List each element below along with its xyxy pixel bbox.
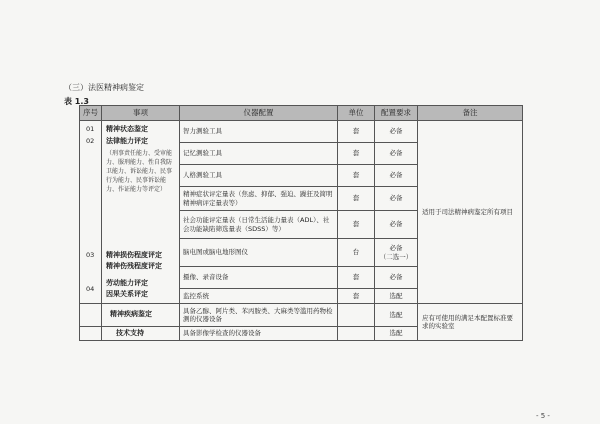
table-row	[80, 121, 523, 143]
item-cell	[102, 121, 180, 304]
requirement-cell: 必备	[375, 165, 418, 187]
table-row	[80, 304, 523, 327]
item-technical-support: 技术支持	[102, 327, 180, 341]
item-mental-state: 精神状态鉴定	[106, 125, 148, 133]
seq-02: 02	[86, 137, 95, 145]
header-notes: 备注	[418, 106, 523, 121]
requirement-cell: 选配	[375, 289, 418, 304]
seq-cell-empty	[80, 304, 102, 327]
seq-cell-empty	[80, 327, 102, 341]
instrument-cell: 具备影像学检查的仪器设备	[180, 327, 338, 341]
instrument-cell: 人格测验工具	[180, 165, 338, 187]
requirement-cell: 必备	[375, 143, 418, 165]
requirement-cell: 必备	[375, 187, 418, 211]
unit-cell	[338, 327, 375, 341]
item-mental-injury: 精神损伤程度评定	[106, 251, 162, 259]
header-requirement: 配置要求	[375, 106, 418, 121]
header-seq: 序号	[80, 106, 102, 121]
seq-01: 01	[86, 125, 95, 133]
item-mental-illness: 精神疾病鉴定	[102, 304, 180, 327]
instrument-cell: 监控系统	[180, 289, 338, 304]
note-cell: 适用于司法精神病鉴定所有项目	[418, 121, 523, 304]
unit-cell: 套	[338, 211, 375, 239]
requirement-cell: 必备	[375, 211, 418, 239]
requirement-cell: 必备	[375, 267, 418, 289]
seq-cell	[80, 121, 102, 304]
item-labor-capacity: 劳动能力评定	[106, 279, 148, 287]
instrument-cell: 记忆测验工具	[180, 143, 338, 165]
instrument-cell: 精神症状评定量表（焦虑、抑郁、强迫、躁狂及简明精神病评定量表等）	[180, 187, 338, 211]
requirement-cell	[375, 239, 418, 267]
item-mental-disability: 精神伤残程度评定	[106, 262, 162, 270]
requirement-choice-note: （二选一）	[379, 252, 413, 261]
unit-cell: 套	[338, 289, 375, 304]
header-item: 事项	[102, 106, 180, 121]
requirement-value: 必备	[389, 244, 403, 253]
instrument-cell: 智力测验工具	[180, 121, 338, 143]
requirement-cell: 选配	[375, 327, 418, 341]
item-legal-capacity-detail: （刑事责任能力、受审能力、服刑能力、性自我防卫能力、诉讼能力、民事行为能力、民事诉讼能力、作证能力等评定）	[106, 150, 173, 193]
instrument-cell: 具备乙醇、阿片类、苯丙胺类、大麻类等滥用药物检测的仪器设备	[180, 304, 338, 327]
requirement-cell: 选配	[375, 304, 418, 327]
unit-cell	[338, 304, 375, 327]
table-label: 表 1.3	[64, 97, 89, 106]
item-legal-capacity: 法律能力评定	[106, 137, 148, 145]
unit-cell: 台	[338, 239, 375, 267]
unit-cell: 套	[338, 143, 375, 165]
table-header-row	[80, 106, 523, 121]
header-unit: 单位	[338, 106, 375, 121]
instrument-cell: 脑电图或脑电地形图仪	[180, 239, 338, 267]
equipment-table	[79, 105, 523, 341]
seq-04: 04	[86, 285, 95, 293]
requirement-cell: 必备	[375, 121, 418, 143]
header-instrument: 仪器配置	[180, 106, 338, 121]
seq-03: 03	[86, 251, 95, 259]
unit-cell: 套	[338, 165, 375, 187]
unit-cell: 套	[338, 267, 375, 289]
item-causality: 因果关系评定	[106, 290, 148, 298]
page-number: - 5 -	[536, 412, 550, 420]
unit-cell: 套	[338, 121, 375, 143]
instrument-cell: 摄像、录音设备	[180, 267, 338, 289]
unit-cell: 套	[338, 187, 375, 211]
note-cell: 应有可使用的满足本配置标准要求的实验室	[418, 304, 523, 341]
section-title: （三）法医精神病鉴定	[64, 83, 144, 92]
instrument-cell: 社会功能评定量表（日常生活能力量表（ADL）、社会功能缺陷筛选量表（SDSS）等）	[180, 211, 338, 239]
